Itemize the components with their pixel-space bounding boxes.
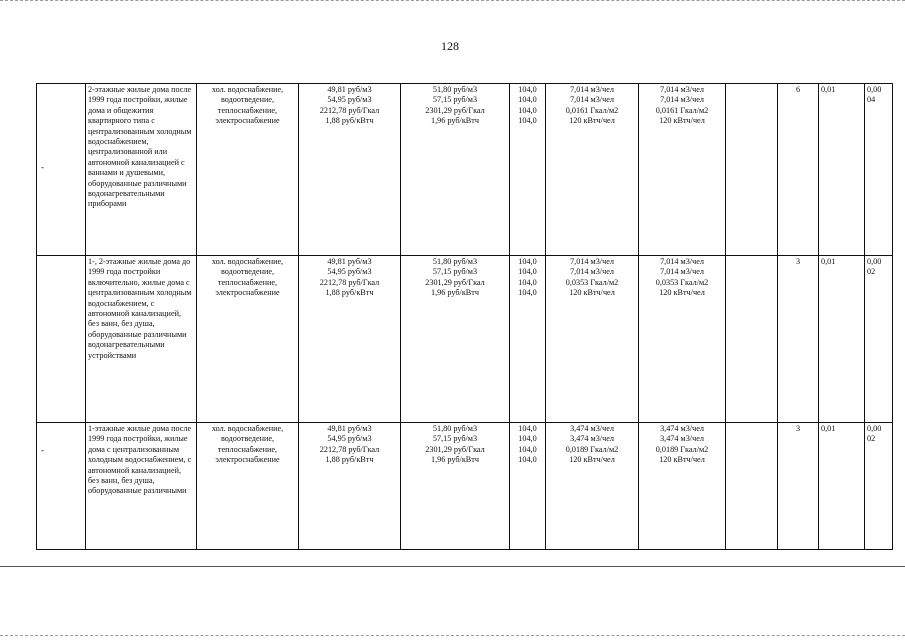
tariff-table <box>36 83 893 550</box>
tariff-1-cell: 49,81 руб/м3 54,95 руб/м3 2212,78 руб/Гкал 1,88 руб/кВтч <box>299 84 401 256</box>
empty-cell <box>726 423 778 550</box>
tariff-2-cell: 51,80 руб/м3 57,15 руб/м3 2301,29 руб/Гкал 1,96 руб/кВтч <box>401 423 510 550</box>
last-value-cell: 0,00 04 <box>865 84 893 256</box>
tariff-2-cell: 51,80 руб/м3 57,15 руб/м3 2301,29 руб/Гкал 1,96 руб/кВтч <box>401 256 510 423</box>
building-type-cell: 1-этажные жилые дома после 1999 года постройки, жилые дома с централизованным холодным водоснабжением, с автономной канализацией, без ванн, без душа, оборудованные различными <box>86 423 197 550</box>
tariff-2-cell: 51,80 руб/м3 57,15 руб/м3 2301,29 руб/Гкал 1,96 руб/кВтч <box>401 84 510 256</box>
norm-1-cell: 7,014 м3/чел 7,014 м3/чел 0,0353 Гкал/м2 120 кВтч/чел <box>546 256 639 423</box>
coefficient-cell: 0,01 <box>819 423 865 550</box>
norm-2-cell: 3,474 м3/чел 3,474 м3/чел 0,0189 Гкал/м2 120 кВтч/чел <box>639 423 726 550</box>
empty-cell <box>726 84 778 256</box>
row-marker-cell <box>37 84 86 256</box>
table-row <box>37 84 893 256</box>
table-row <box>37 423 893 550</box>
row-marker-cell <box>37 256 86 423</box>
norm-1-cell: 7,014 м3/чел 7,014 м3/чел 0,0161 Гкал/м2 120 кВтч/чел <box>546 84 639 256</box>
footer-rule <box>0 566 905 567</box>
coefficient-cell: 0,01 <box>819 256 865 423</box>
empty-cell <box>726 256 778 423</box>
norm-2-cell: 7,014 м3/чел 7,014 м3/чел 0,0161 Гкал/м2 120 кВтч/чел <box>639 84 726 256</box>
scan-edge-top <box>0 0 905 3</box>
services-cell: хол. водоснабжение, водоотведение, теплоснабжение, электроснабжение <box>197 423 299 550</box>
services-cell: хол. водоснабжение, водоотведение, теплоснабжение, электроснабжение <box>197 84 299 256</box>
norm-1-cell: 3,474 м3/чел 3,474 м3/чел 0,0189 Гкал/м2 120 кВтч/чел <box>546 423 639 550</box>
building-type-cell: 1-, 2-этажные жилые дома до 1999 года постройки включительно, жилые дома с централизованным холодным водоснабжением, с автономной канализацией, без ванн, без душа, оборудованные различными водонагревательными устройствами <box>86 256 197 423</box>
tariff-1-cell: 49,81 руб/м3 54,95 руб/м3 2212,78 руб/Гкал 1,88 руб/кВтч <box>299 423 401 550</box>
row-marker: - <box>41 445 44 455</box>
last-value-cell: 0,00 02 <box>865 423 893 550</box>
scan-edge-bottom <box>0 635 905 638</box>
building-type-cell: 2-этажные жилые дома после 1999 года постройки, жилые дома и общежития квартирного типа с централизованным холодным водоснабжением, централизованной или автономной канализацией с ваннами и душевыми, оборудованные различными водонагревательными приборами <box>86 84 197 256</box>
tariff-1-cell: 49,81 руб/м3 54,95 руб/м3 2212,78 руб/Гкал 1,88 руб/кВтч <box>299 256 401 423</box>
norm-2-cell: 7,014 м3/чел 7,014 м3/чел 0,0353 Гкал/м2 120 кВтч/чел <box>639 256 726 423</box>
coefficient-cell: 0,01 <box>819 84 865 256</box>
services-cell: хол. водоснабжение, водоотведение, теплоснабжение, электроснабжение <box>197 256 299 423</box>
page-number: 128 <box>441 39 459 53</box>
number-cell: 6 <box>778 84 819 256</box>
last-value-cell: 0,00 02 <box>865 256 893 423</box>
row-marker: - <box>41 162 44 172</box>
index-cell: 104,0 104,0 104,0 104,0 <box>510 84 546 256</box>
table-row <box>37 256 893 423</box>
index-cell: 104,0 104,0 104,0 104,0 <box>510 423 546 550</box>
number-cell: 3 <box>778 256 819 423</box>
index-cell: 104,0 104,0 104,0 104,0 <box>510 256 546 423</box>
number-cell: 3 <box>778 423 819 550</box>
row-marker-cell <box>37 423 86 550</box>
